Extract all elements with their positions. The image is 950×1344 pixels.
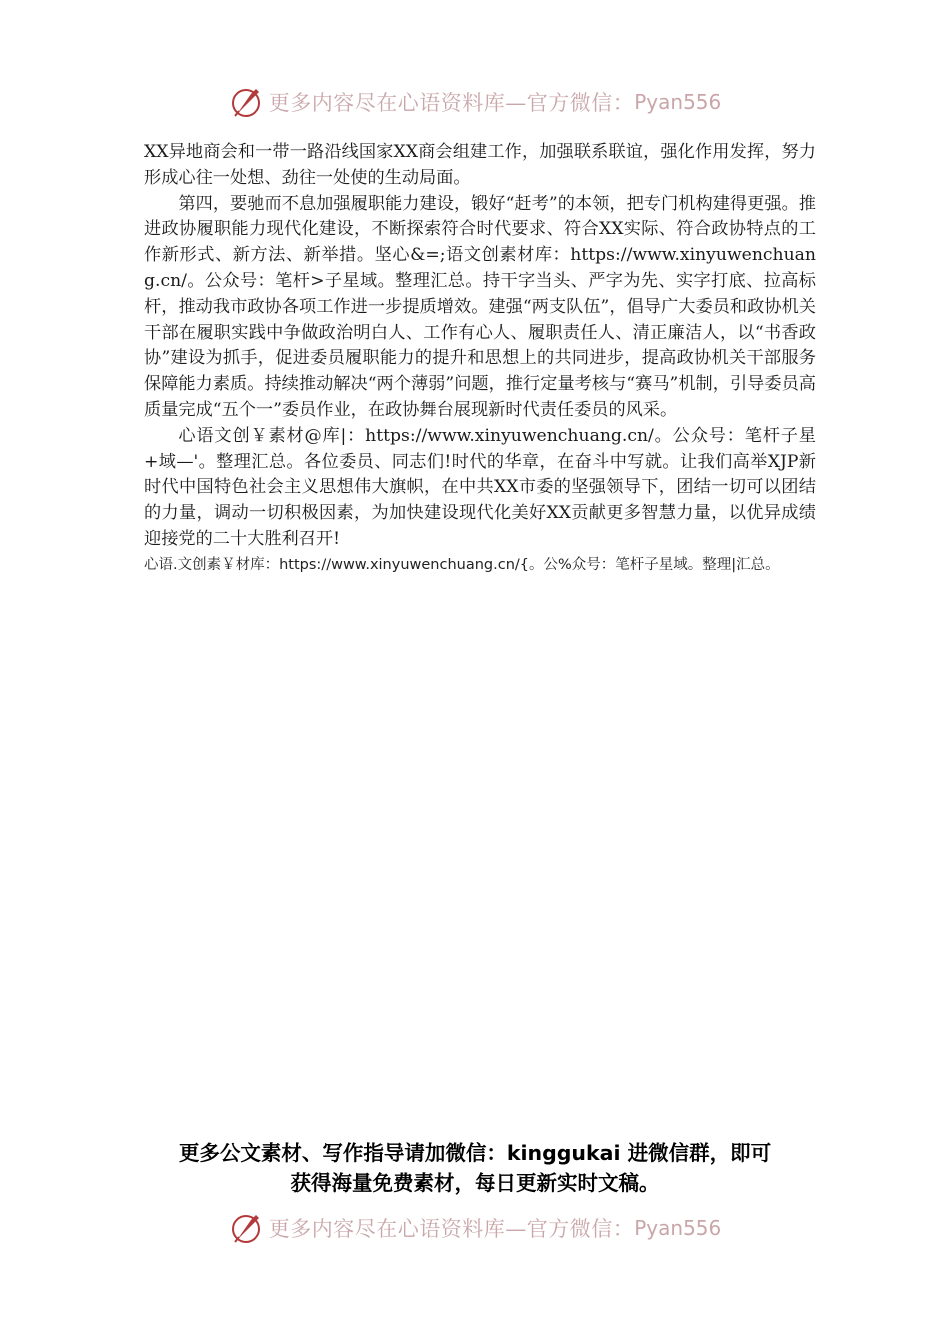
paragraph-4: 心语.文创素￥材库：https://www.xinyuwenchuang.cn/{。公%众号：笔杆子星域。整理|汇总。 xyxy=(144,556,780,573)
pen-nib-logo-icon xyxy=(229,1210,265,1246)
promo-line-1: 更多公文素材、写作指导请加微信：kinggukai 进微信群，即可 xyxy=(178,1141,772,1165)
promo-line-2: 获得海量免费素材，每日更新实时文稿。 xyxy=(290,1171,660,1195)
paragraph-1: XX异地商会和一带一路沿线国家XX商会组建工作，加强联系联谊，强化作用发挥，努力形成心往一处想、劲往一处使的生动局面。 xyxy=(144,142,816,188)
watermark-text: 更多内容尽在心语资料库—官方微信： xyxy=(268,1217,635,1241)
pen-nib-logo-icon xyxy=(229,84,265,120)
watermark-wechat-id: Pyan556 xyxy=(634,90,722,114)
paragraph-3: 心语文创￥素材@库|：https://www.xinyuwenchuang.cn/。公众号：笔杆子星+域—'。整理汇总。各位委员、同志们!时代的华章，在奋斗中写就。让我们高举XJP新时代中国特色社会主义思想伟大旗帜，在中共XX市委的坚强领导下，团结一切可以团结的力量，调动一切积极因素，为加快建设现代化美好XX贡献更多智慧力量，以优异成绩迎接党的二十大胜利召开! xyxy=(144,425,816,549)
watermark-text: 更多内容尽在心语资料库—官方微信： xyxy=(268,91,635,115)
document-body xyxy=(144,140,816,577)
paragraph-2: 第四，要驰而不息加强履职能力建设，锻好“赶考”的本领，把专门机构建得更强。推进政协履职能力现代化建设，不断探索符合时代要求、符合XX实际、符合政协特点的工作新形式、新方法、新举措。坚心&=;语文创素材库：https://www.xinyuwenchuang.cn/。公众号：笔杆>子星域。整理汇总。持干字当头、严字为先、实字打底、拉高标杆，推动我市政协各项工作进一步提质增效。建强“两支队伍”，倡导广大委员和政协机关干部在履职实践中争做政治明白人、工作有心人、履职责任人、清正廉洁人，以“书香政协”建设为抓手，促进委员履职能力的提升和思想上的共同进步，提高政协机关干部服务保障能力素质。持续推动解决“两个薄弱”问题，推行定量考核与“赛马”机制，引导委员高质量完成“五个一”委员作业，在政协舞台展现新时代责任委员的风采。 xyxy=(144,193,816,420)
promo-notice xyxy=(0,1138,950,1198)
watermark-wechat-id: Pyan556 xyxy=(634,1216,722,1240)
header-watermark xyxy=(0,82,950,122)
footer-watermark xyxy=(0,1208,950,1248)
